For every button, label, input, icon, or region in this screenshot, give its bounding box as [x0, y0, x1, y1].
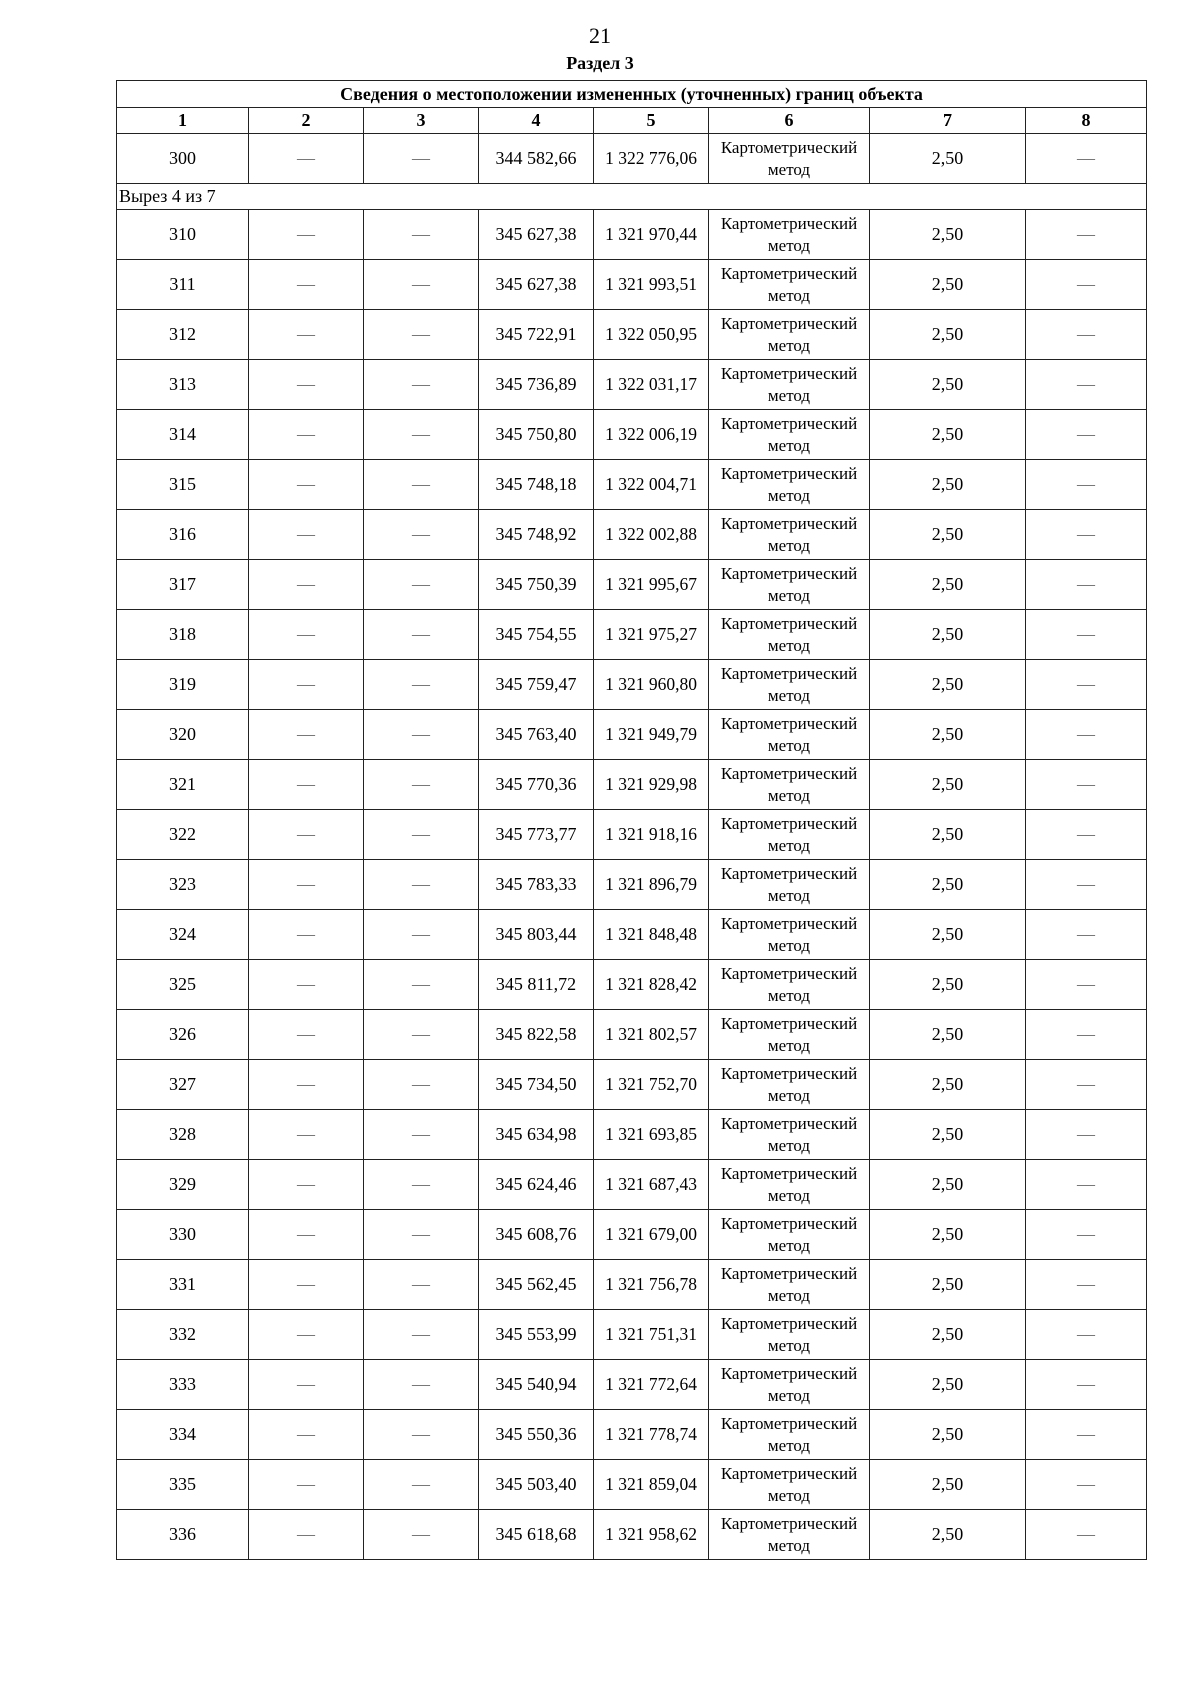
dash-cell: —	[364, 1010, 479, 1060]
point-number-cell: 312	[117, 310, 249, 360]
dash-cell: —	[1026, 310, 1147, 360]
table-row	[117, 560, 1147, 610]
x-coordinate-cell: 345 748,92	[479, 510, 594, 560]
dash-cell: —	[364, 260, 479, 310]
x-coordinate-cell: 345 634,98	[479, 1110, 594, 1160]
dash-cell: —	[249, 910, 364, 960]
dash-cell: —	[249, 1110, 364, 1160]
accuracy-cell: 2,50	[870, 1460, 1026, 1510]
dash-cell: —	[249, 260, 364, 310]
point-number-cell: 336	[117, 1510, 249, 1560]
dash-cell: —	[1026, 1360, 1147, 1410]
dash-cell: —	[364, 560, 479, 610]
dash-cell: —	[364, 910, 479, 960]
table-row	[117, 1360, 1147, 1410]
dash-cell: —	[249, 1510, 364, 1560]
dash-cell: —	[364, 810, 479, 860]
accuracy-cell: 2,50	[870, 1410, 1026, 1460]
table-row	[117, 210, 1147, 260]
boundary-table	[116, 80, 1147, 1560]
point-number-cell: 315	[117, 460, 249, 510]
column-number: 4	[479, 108, 594, 134]
point-number-cell: 311	[117, 260, 249, 310]
table-row	[117, 1260, 1147, 1310]
table-row	[117, 1210, 1147, 1260]
x-coordinate-cell: 345 783,33	[479, 860, 594, 910]
table-caption: Сведения о местоположении измененных (уточненных) границ объекта	[117, 81, 1147, 108]
accuracy-cell: 2,50	[870, 910, 1026, 960]
dash-cell: —	[249, 134, 364, 184]
dash-cell: —	[1026, 1160, 1147, 1210]
column-number: 2	[249, 108, 364, 134]
point-number-cell: 313	[117, 360, 249, 410]
dash-cell: —	[1026, 560, 1147, 610]
y-coordinate-cell: 1 321 960,80	[594, 660, 709, 710]
dash-cell: —	[249, 610, 364, 660]
dash-cell: —	[364, 610, 479, 660]
dash-cell: —	[249, 1360, 364, 1410]
table-row	[117, 660, 1147, 710]
dash-cell: —	[249, 460, 364, 510]
dash-cell: —	[1026, 1110, 1147, 1160]
column-number: 7	[870, 108, 1026, 134]
point-number-cell: 310	[117, 210, 249, 260]
point-number-cell: 318	[117, 610, 249, 660]
x-coordinate-cell: 345 562,45	[479, 1260, 594, 1310]
x-coordinate-cell: 345 759,47	[479, 660, 594, 710]
dash-cell: —	[364, 210, 479, 260]
dash-cell: —	[1026, 460, 1147, 510]
dash-cell: —	[249, 1160, 364, 1210]
dash-cell: —	[249, 1260, 364, 1310]
dash-cell: —	[1026, 860, 1147, 910]
accuracy-cell: 2,50	[870, 310, 1026, 360]
point-number-cell: 329	[117, 1160, 249, 1210]
table-row	[117, 1310, 1147, 1360]
method-cell: Картометрический метод	[709, 660, 870, 710]
point-number-cell: 317	[117, 560, 249, 610]
point-number-cell: 325	[117, 960, 249, 1010]
dash-cell: —	[364, 460, 479, 510]
table-row	[117, 1510, 1147, 1560]
column-numbers-row	[117, 108, 1147, 134]
method-cell: Картометрический метод	[709, 410, 870, 460]
x-coordinate-cell: 345 750,80	[479, 410, 594, 460]
point-number-cell: 332	[117, 1310, 249, 1360]
table-row	[117, 610, 1147, 660]
table-row	[117, 260, 1147, 310]
dash-cell: —	[364, 1260, 479, 1310]
x-coordinate-cell: 345 770,36	[479, 760, 594, 810]
dash-cell: —	[364, 134, 479, 184]
dash-cell: —	[249, 710, 364, 760]
dash-cell: —	[249, 960, 364, 1010]
point-number-cell: 321	[117, 760, 249, 810]
table-row	[117, 134, 1147, 184]
point-number-cell: 328	[117, 1110, 249, 1160]
method-cell: Картометрический метод	[709, 1110, 870, 1160]
method-cell: Картометрический метод	[709, 1460, 870, 1510]
x-coordinate-cell: 345 608,76	[479, 1210, 594, 1260]
dash-cell: —	[1026, 910, 1147, 960]
y-coordinate-cell: 1 322 004,71	[594, 460, 709, 510]
y-coordinate-cell: 1 322 006,19	[594, 410, 709, 460]
y-coordinate-cell: 1 321 687,43	[594, 1160, 709, 1210]
x-coordinate-cell: 345 627,38	[479, 260, 594, 310]
x-coordinate-cell: 344 582,66	[479, 134, 594, 184]
accuracy-cell: 2,50	[870, 410, 1026, 460]
table-row	[117, 310, 1147, 360]
accuracy-cell: 2,50	[870, 210, 1026, 260]
table-row	[117, 810, 1147, 860]
x-coordinate-cell: 345 550,36	[479, 1410, 594, 1460]
accuracy-cell: 2,50	[870, 1160, 1026, 1210]
y-coordinate-cell: 1 321 693,85	[594, 1110, 709, 1160]
x-coordinate-cell: 345 773,77	[479, 810, 594, 860]
dash-cell: —	[364, 960, 479, 1010]
table-row	[117, 410, 1147, 460]
method-cell: Картометрический метод	[709, 510, 870, 560]
method-cell: Картометрический метод	[709, 1060, 870, 1110]
x-coordinate-cell: 345 736,89	[479, 360, 594, 410]
dash-cell: —	[1026, 1510, 1147, 1560]
dash-cell: —	[249, 210, 364, 260]
y-coordinate-cell: 1 321 828,42	[594, 960, 709, 1010]
x-coordinate-cell: 345 811,72	[479, 960, 594, 1010]
dash-cell: —	[249, 560, 364, 610]
x-coordinate-cell: 345 754,55	[479, 610, 594, 660]
dash-cell: —	[1026, 210, 1147, 260]
accuracy-cell: 2,50	[870, 1210, 1026, 1260]
accuracy-cell: 2,50	[870, 810, 1026, 860]
accuracy-cell: 2,50	[870, 660, 1026, 710]
dash-cell: —	[1026, 1460, 1147, 1510]
dash-cell: —	[249, 760, 364, 810]
dash-cell: —	[1026, 410, 1147, 460]
table-row	[117, 760, 1147, 810]
dash-cell: —	[249, 1060, 364, 1110]
method-cell: Картометрический метод	[709, 710, 870, 760]
dash-cell: —	[1026, 1410, 1147, 1460]
dash-cell: —	[364, 510, 479, 560]
accuracy-cell: 2,50	[870, 610, 1026, 660]
method-cell: Картометрический метод	[709, 134, 870, 184]
point-number-cell: 300	[117, 134, 249, 184]
accuracy-cell: 2,50	[870, 1110, 1026, 1160]
x-coordinate-cell: 345 822,58	[479, 1010, 594, 1060]
method-cell: Картометрический метод	[709, 1260, 870, 1310]
table-row	[117, 960, 1147, 1010]
method-cell: Картометрический метод	[709, 810, 870, 860]
point-number-cell: 323	[117, 860, 249, 910]
y-coordinate-cell: 1 321 918,16	[594, 810, 709, 860]
y-coordinate-cell: 1 322 002,88	[594, 510, 709, 560]
accuracy-cell: 2,50	[870, 1010, 1026, 1060]
dash-cell: —	[364, 310, 479, 360]
y-coordinate-cell: 1 321 848,48	[594, 910, 709, 960]
table-row	[117, 910, 1147, 960]
point-number-cell: 333	[117, 1360, 249, 1410]
dash-cell: —	[364, 1160, 479, 1210]
dash-cell: —	[364, 1510, 479, 1560]
dash-cell: —	[249, 1310, 364, 1360]
dash-cell: —	[364, 1060, 479, 1110]
dash-cell: —	[249, 310, 364, 360]
x-coordinate-cell: 345 553,99	[479, 1310, 594, 1360]
dash-cell: —	[249, 1460, 364, 1510]
x-coordinate-cell: 345 618,68	[479, 1510, 594, 1560]
dash-cell: —	[1026, 710, 1147, 760]
y-coordinate-cell: 1 321 995,67	[594, 560, 709, 610]
point-number-cell: 330	[117, 1210, 249, 1260]
accuracy-cell: 2,50	[870, 360, 1026, 410]
dash-cell: —	[364, 760, 479, 810]
y-coordinate-cell: 1 321 756,78	[594, 1260, 709, 1310]
method-cell: Картометрический метод	[709, 210, 870, 260]
y-coordinate-cell: 1 321 778,74	[594, 1410, 709, 1460]
table-row	[117, 1160, 1147, 1210]
table-row	[117, 1010, 1147, 1060]
dash-cell: —	[364, 1310, 479, 1360]
accuracy-cell: 2,50	[870, 1260, 1026, 1310]
method-cell: Картометрический метод	[709, 310, 870, 360]
dash-cell: —	[1026, 660, 1147, 710]
point-number-cell: 320	[117, 710, 249, 760]
method-cell: Картометрический метод	[709, 1360, 870, 1410]
dash-cell: —	[249, 1010, 364, 1060]
cutout-row	[117, 184, 1147, 210]
column-number: 8	[1026, 108, 1147, 134]
dash-cell: —	[364, 1410, 479, 1460]
dash-cell: —	[1026, 360, 1147, 410]
dash-cell: —	[364, 860, 479, 910]
point-number-cell: 326	[117, 1010, 249, 1060]
dash-cell: —	[364, 710, 479, 760]
x-coordinate-cell: 345 540,94	[479, 1360, 594, 1410]
dash-cell: —	[1026, 760, 1147, 810]
column-number: 5	[594, 108, 709, 134]
column-number: 3	[364, 108, 479, 134]
table-row	[117, 860, 1147, 910]
y-coordinate-cell: 1 321 751,31	[594, 1310, 709, 1360]
table-row	[117, 1410, 1147, 1460]
y-coordinate-cell: 1 321 679,00	[594, 1210, 709, 1260]
point-number-cell: 334	[117, 1410, 249, 1460]
accuracy-cell: 2,50	[870, 710, 1026, 760]
table-body	[117, 134, 1147, 1560]
accuracy-cell: 2,50	[870, 460, 1026, 510]
method-cell: Картометрический метод	[709, 1010, 870, 1060]
x-coordinate-cell: 345 750,39	[479, 560, 594, 610]
point-number-cell: 327	[117, 1060, 249, 1110]
method-cell: Картометрический метод	[709, 910, 870, 960]
dash-cell: —	[249, 410, 364, 460]
table-row	[117, 1060, 1147, 1110]
table-row	[117, 510, 1147, 560]
dash-cell: —	[1026, 510, 1147, 560]
accuracy-cell: 2,50	[870, 1510, 1026, 1560]
method-cell: Картометрический метод	[709, 610, 870, 660]
x-coordinate-cell: 345 803,44	[479, 910, 594, 960]
column-number: 6	[709, 108, 870, 134]
x-coordinate-cell: 345 627,38	[479, 210, 594, 260]
accuracy-cell: 2,50	[870, 134, 1026, 184]
dash-cell: —	[1026, 810, 1147, 860]
point-number-cell: 335	[117, 1460, 249, 1510]
point-number-cell: 331	[117, 1260, 249, 1310]
method-cell: Картометрический метод	[709, 860, 870, 910]
accuracy-cell: 2,50	[870, 860, 1026, 910]
dash-cell: —	[249, 860, 364, 910]
dash-cell: —	[1026, 1010, 1147, 1060]
dash-cell: —	[364, 1460, 479, 1510]
table-row	[117, 1460, 1147, 1510]
dash-cell: —	[364, 660, 479, 710]
dash-cell: —	[364, 1360, 479, 1410]
method-cell: Картометрический метод	[709, 1160, 870, 1210]
accuracy-cell: 2,50	[870, 260, 1026, 310]
dash-cell: —	[249, 1410, 364, 1460]
method-cell: Картометрический метод	[709, 360, 870, 410]
method-cell: Картометрический метод	[709, 560, 870, 610]
dash-cell: —	[1026, 960, 1147, 1010]
accuracy-cell: 2,50	[870, 960, 1026, 1010]
x-coordinate-cell: 345 748,18	[479, 460, 594, 510]
dash-cell: —	[1026, 1310, 1147, 1360]
y-coordinate-cell: 1 321 772,64	[594, 1360, 709, 1410]
method-cell: Картометрический метод	[709, 460, 870, 510]
dash-cell: —	[249, 360, 364, 410]
dash-cell: —	[1026, 134, 1147, 184]
method-cell: Картометрический метод	[709, 960, 870, 1010]
accuracy-cell: 2,50	[870, 760, 1026, 810]
x-coordinate-cell: 345 734,50	[479, 1060, 594, 1110]
method-cell: Картометрический метод	[709, 260, 870, 310]
x-coordinate-cell: 345 763,40	[479, 710, 594, 760]
dash-cell: —	[364, 410, 479, 460]
accuracy-cell: 2,50	[870, 1310, 1026, 1360]
point-number-cell: 322	[117, 810, 249, 860]
point-number-cell: 314	[117, 410, 249, 460]
x-coordinate-cell: 345 722,91	[479, 310, 594, 360]
dash-cell: —	[1026, 1060, 1147, 1110]
y-coordinate-cell: 1 321 958,62	[594, 1510, 709, 1560]
dash-cell: —	[249, 510, 364, 560]
page-number: 21	[589, 23, 611, 48]
y-coordinate-cell: 1 322 050,95	[594, 310, 709, 360]
accuracy-cell: 2,50	[870, 1360, 1026, 1410]
y-coordinate-cell: 1 322 031,17	[594, 360, 709, 410]
point-number-cell: 324	[117, 910, 249, 960]
y-coordinate-cell: 1 321 993,51	[594, 260, 709, 310]
method-cell: Картометрический метод	[709, 1310, 870, 1360]
dash-cell: —	[249, 810, 364, 860]
y-coordinate-cell: 1 321 949,79	[594, 710, 709, 760]
dash-cell: —	[1026, 610, 1147, 660]
column-number: 1	[117, 108, 249, 134]
method-cell: Картометрический метод	[709, 1510, 870, 1560]
table-row	[117, 360, 1147, 410]
y-coordinate-cell: 1 322 776,06	[594, 134, 709, 184]
y-coordinate-cell: 1 321 802,57	[594, 1010, 709, 1060]
accuracy-cell: 2,50	[870, 510, 1026, 560]
table-row	[117, 710, 1147, 760]
dash-cell: —	[364, 360, 479, 410]
dash-cell: —	[249, 1210, 364, 1260]
x-coordinate-cell: 345 624,46	[479, 1160, 594, 1210]
y-coordinate-cell: 1 321 970,44	[594, 210, 709, 260]
y-coordinate-cell: 1 321 929,98	[594, 760, 709, 810]
point-number-cell: 319	[117, 660, 249, 710]
dash-cell: —	[1026, 1210, 1147, 1260]
point-number-cell: 316	[117, 510, 249, 560]
cutout-label: Вырез 4 из 7	[117, 184, 1147, 210]
table-row	[117, 1110, 1147, 1160]
y-coordinate-cell: 1 321 752,70	[594, 1060, 709, 1110]
method-cell: Картометрический метод	[709, 760, 870, 810]
table-row	[117, 460, 1147, 510]
y-coordinate-cell: 1 321 859,04	[594, 1460, 709, 1510]
y-coordinate-cell: 1 321 975,27	[594, 610, 709, 660]
method-cell: Картометрический метод	[709, 1210, 870, 1260]
x-coordinate-cell: 345 503,40	[479, 1460, 594, 1510]
accuracy-cell: 2,50	[870, 1060, 1026, 1110]
accuracy-cell: 2,50	[870, 560, 1026, 610]
method-cell: Картометрический метод	[709, 1410, 870, 1460]
dash-cell: —	[364, 1210, 479, 1260]
dash-cell: —	[1026, 1260, 1147, 1310]
dash-cell: —	[364, 1110, 479, 1160]
y-coordinate-cell: 1 321 896,79	[594, 860, 709, 910]
dash-cell: —	[249, 660, 364, 710]
dash-cell: —	[1026, 260, 1147, 310]
section-title: Раздел 3	[566, 53, 634, 73]
